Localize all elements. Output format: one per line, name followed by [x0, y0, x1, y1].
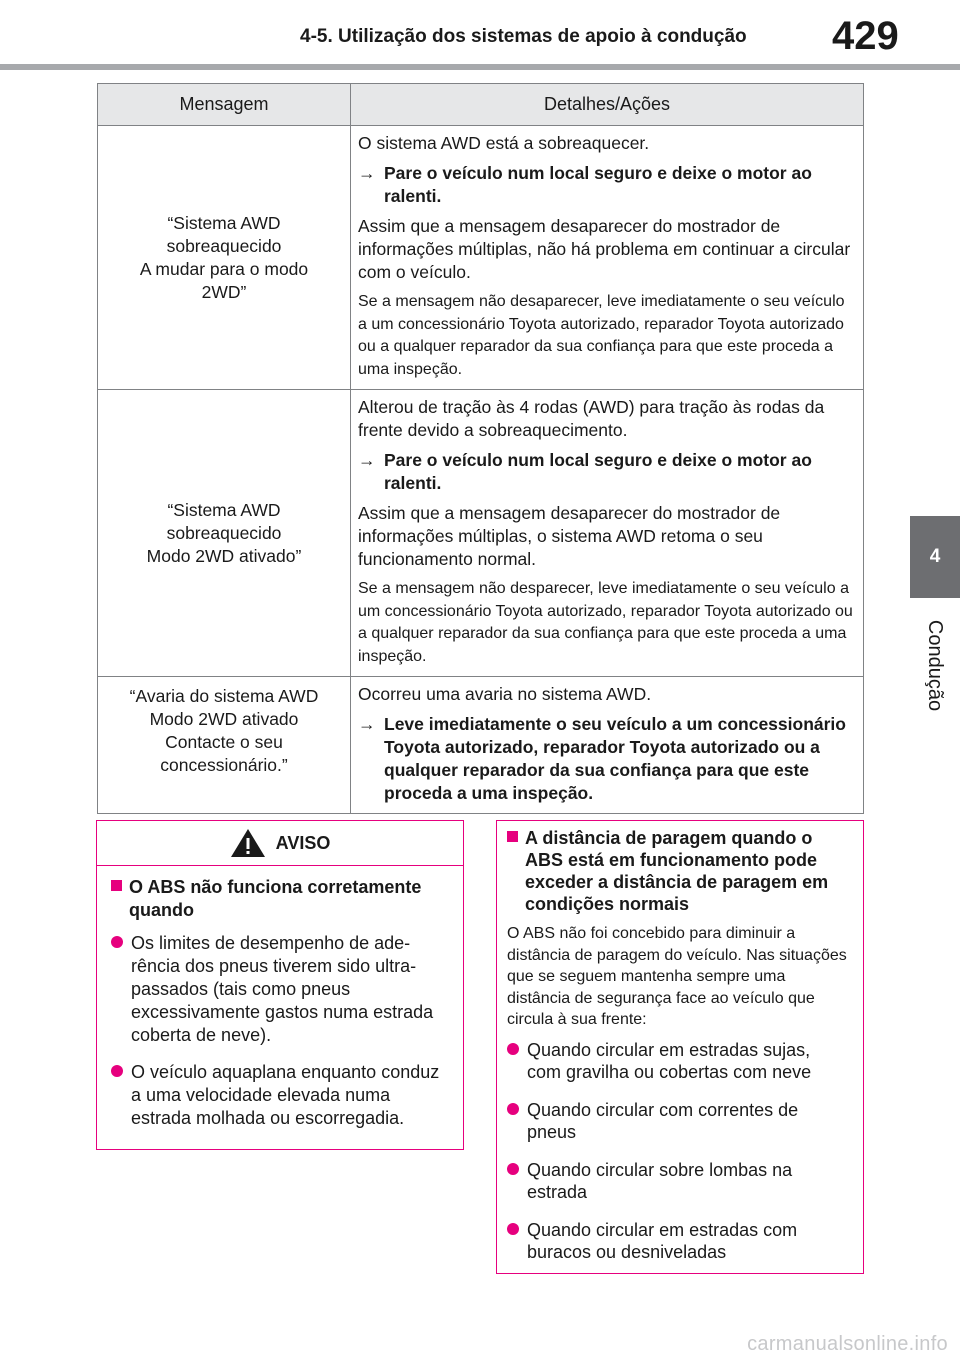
action-label: Pare o veículo num local seguro e deixe o motor ao ralenti.: [384, 163, 812, 206]
action-text: [358, 449, 857, 495]
list-item: [507, 1099, 849, 1143]
info-heading-text: A distância de paragem quando o ABS está em funcionamento pode exceder a distância de paragem em condições normais: [525, 828, 829, 914]
note-small-text: Se a mensagem não desaparecer, leve imediatamente o seu veículo a um concessionário Toyota autorizado, reparador Toyota autorizado ou a qualquer reparador da sua confiança para que este proceda a uma inspeção.: [358, 293, 845, 378]
chapter-label-text: Condução: [924, 619, 947, 711]
column-header-message: Mensagem: [98, 84, 351, 126]
action-label: Leve imediatamente o seu veículo a um concessionário Toyota autorizado, reparador Toyota autorizado ou a qualquer reparador da sua confiança para que este proceda a uma inspeção.: [384, 714, 846, 803]
message-cell: [98, 677, 351, 814]
dot-bullet-icon: [111, 1065, 123, 1077]
table-row: [98, 390, 864, 677]
info-intro: O ABS não foi concebido para diminuir a distância de paragem do veículo. Nas situações que se seguem mantenha sempre uma distância de segurança face ao veículo que circula à sua frente:: [507, 925, 847, 1028]
details-cell: [351, 126, 864, 390]
message-line: “Avaria do sistema AWD: [129, 686, 319, 706]
detail-text: Ocorreu uma avaria no sistema AWD.: [358, 684, 652, 704]
list-item-text: Os limites de desempenho de aderência dos pneus tiverem sido ultrapassados (tais como pneus excessivamente gastos numa estrada coberta de neve).: [131, 933, 434, 1045]
list-item-text: Quando circular com correntes de pneus: [527, 1099, 799, 1142]
message-line: A mudar para o modo: [139, 258, 309, 279]
message-line: Modo 2WD ativado”: [146, 545, 302, 566]
message-line: “Sistema AWD: [167, 212, 281, 233]
square-bullet-icon: [111, 880, 122, 891]
page-number: 429: [832, 14, 899, 58]
list-item: [507, 1219, 849, 1263]
dot-bullet-icon: [507, 1163, 519, 1175]
arrow-icon: →: [358, 163, 376, 183]
chapter-tab: 4: [910, 516, 960, 598]
table-header-row: [98, 84, 864, 126]
message-line: sobreaquecido: [166, 522, 282, 543]
dot-bullet-icon: [111, 936, 123, 948]
dot-bullet-icon: [507, 1223, 519, 1235]
square-bullet-icon: [507, 831, 518, 842]
note-small-text: Se a mensagem não desparecer, leve imediatamente o seu veículo a um concessionário Toyota autorizado, reparador Toyota autorizado ou a qualquer reparador da sua confiança para que este proceda a uma inspeção.: [358, 580, 853, 665]
warning-triangle-icon: [230, 828, 266, 858]
message-cell: [98, 390, 351, 677]
detail-text: Alterou de tração às 4 rodas (AWD) para tração às rodas da frente devido a sobreaquecimento.: [358, 397, 825, 440]
info-box: [496, 820, 864, 1274]
action-label: Pare o veículo num local seguro e deixe o motor ao ralenti.: [384, 450, 812, 493]
warning-title: AVISO: [275, 832, 331, 853]
list-item: [507, 1039, 849, 1083]
table-row: [98, 677, 864, 814]
arrow-icon: →: [358, 714, 376, 734]
warning-body: [97, 866, 463, 1130]
chapter-label: [910, 610, 960, 720]
details-cell: [351, 677, 864, 814]
message-line: “Sistema AWD: [167, 499, 281, 520]
table-row: [98, 126, 864, 390]
list-item: [111, 932, 449, 1047]
info-heading: [507, 827, 849, 915]
warning-heading-text: O ABS não funciona corretamente quando: [129, 877, 422, 920]
list-item: [507, 1159, 849, 1203]
dot-bullet-icon: [507, 1043, 519, 1055]
list-item-text: O veículo aquaplana enquanto conduz a uma velocidade elevada numa estrada molhada ou escorregadia.: [131, 1062, 440, 1128]
column-header-details: Detalhes/Ações: [351, 84, 864, 126]
action-text: [358, 713, 857, 805]
message-line: concessionário.”: [160, 755, 288, 775]
section-title: 4-5. Utilização dos sistemas de apoio à condução: [300, 26, 747, 47]
message-line: 2WD”: [201, 281, 247, 302]
warning-box: [96, 820, 464, 1150]
detail-text: O sistema AWD está a sobreaquecer.: [358, 133, 650, 153]
dot-bullet-icon: [507, 1103, 519, 1115]
watermark: carmanualsonline.info: [747, 1333, 948, 1355]
list-item: [111, 1061, 449, 1130]
warning-heading: [111, 876, 449, 922]
list-item-text: Quando circular em estradas sujas, com gravilha ou cobertas com neve: [527, 1039, 812, 1082]
note-text: Assim que a mensagem desaparecer do mostrador de informações múltiplas, não há problema em continuar a circular com o veículo.: [358, 216, 851, 282]
details-cell: [351, 390, 864, 677]
message-table: [97, 83, 864, 814]
message-line: Contacte o seu: [165, 732, 283, 752]
header-rule: [0, 64, 960, 70]
action-text: [358, 162, 857, 208]
message-line: Modo 2WD ativado: [149, 709, 299, 729]
list-item-text: Quando circular em estradas com buracos ou desniveladas: [527, 1219, 798, 1262]
list-item-text: Quando circular sobre lombas na estrada: [527, 1159, 793, 1202]
warning-header: [97, 821, 463, 866]
arrow-icon: →: [358, 450, 376, 470]
note-text: Assim que a mensagem desaparecer do mostrador de informações múltiplas, o sistema AWD retoma o seu funcionamento normal.: [358, 503, 781, 569]
message-line: sobreaquecido: [166, 235, 282, 256]
message-cell: [98, 126, 351, 390]
